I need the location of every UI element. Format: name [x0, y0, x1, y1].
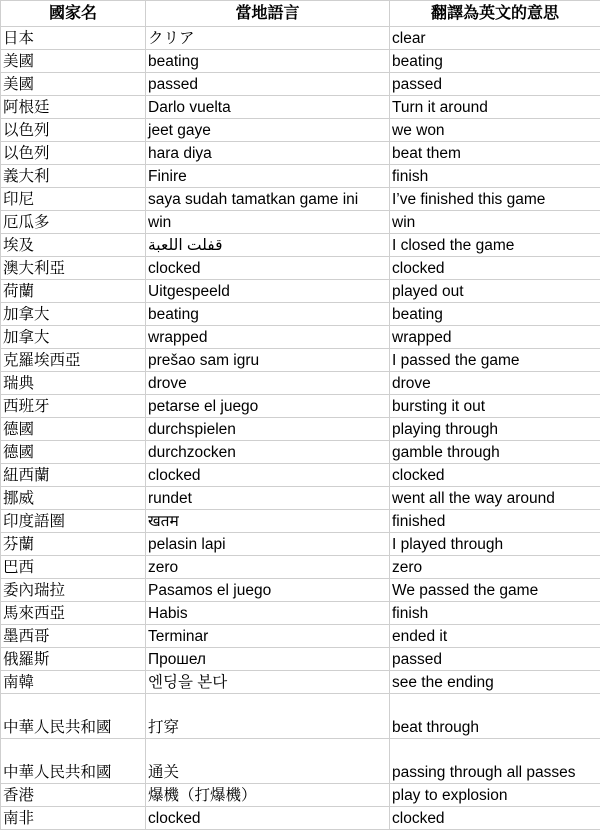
local-term-cell: खतम: [146, 510, 390, 533]
local-term-cell: clocked: [146, 807, 390, 830]
table-row: [1, 625, 600, 648]
country-cell: 香港: [1, 784, 146, 807]
country-cell: 挪威: [1, 487, 146, 510]
table-row: [1, 694, 600, 739]
country-cell: 以色列: [1, 119, 146, 142]
country-cell: 荷蘭: [1, 280, 146, 303]
local-term-cell: durchzocken: [146, 441, 390, 464]
header-row: [1, 1, 600, 27]
header-local-language: 當地語言: [146, 1, 390, 27]
table-row: [1, 234, 600, 257]
english-meaning-cell: we won: [390, 119, 600, 142]
local-term-cell: Прошел: [146, 648, 390, 671]
english-meaning-cell: I closed the game: [390, 234, 600, 257]
table-row: [1, 27, 600, 50]
english-meaning-cell: clear: [390, 27, 600, 50]
local-term-cell: rundet: [146, 487, 390, 510]
english-meaning-cell: I passed the game: [390, 349, 600, 372]
local-term-cell: clocked: [146, 464, 390, 487]
country-cell: 阿根廷: [1, 96, 146, 119]
header-country: 國家名: [1, 1, 146, 27]
local-term-cell: 打穿: [146, 694, 390, 739]
header-english-meaning: 翻譯為英文的意思: [390, 1, 600, 27]
local-term-cell: 爆機（打爆機）: [146, 784, 390, 807]
table-row: [1, 556, 600, 579]
local-term-cell: prešao sam igru: [146, 349, 390, 372]
local-term-cell: Pasamos el juego: [146, 579, 390, 602]
table-row: [1, 211, 600, 234]
english-meaning-cell: finish: [390, 602, 600, 625]
english-meaning-cell: wrapped: [390, 326, 600, 349]
english-meaning-cell: playing through: [390, 418, 600, 441]
english-meaning-cell: beat through: [390, 694, 600, 739]
table-row: [1, 142, 600, 165]
local-term-cell: beating: [146, 303, 390, 326]
country-cell: 俄羅斯: [1, 648, 146, 671]
table-row: [1, 303, 600, 326]
table-row: [1, 441, 600, 464]
table-row: [1, 50, 600, 73]
country-cell: 美國: [1, 50, 146, 73]
english-meaning-cell: clocked: [390, 257, 600, 280]
english-meaning-cell: drove: [390, 372, 600, 395]
country-cell: 以色列: [1, 142, 146, 165]
local-term-cell: drove: [146, 372, 390, 395]
local-term-cell: hara diya: [146, 142, 390, 165]
english-meaning-cell: passed: [390, 648, 600, 671]
table-row: [1, 510, 600, 533]
local-term-cell: Terminar: [146, 625, 390, 648]
country-cell: 印尼: [1, 188, 146, 211]
table-row: [1, 487, 600, 510]
local-term-cell: قفلت اللعبة: [146, 234, 390, 257]
local-term-cell: クリア: [146, 27, 390, 50]
local-term-cell: Finire: [146, 165, 390, 188]
english-meaning-cell: gamble through: [390, 441, 600, 464]
english-meaning-cell: passing through all passes: [390, 739, 600, 784]
table-row: [1, 602, 600, 625]
local-term-cell: clocked: [146, 257, 390, 280]
english-meaning-cell: see the ending: [390, 671, 600, 694]
english-meaning-cell: played out: [390, 280, 600, 303]
table-row: [1, 372, 600, 395]
table-row: [1, 188, 600, 211]
country-cell: 委內瑞拉: [1, 579, 146, 602]
table-row: [1, 395, 600, 418]
local-term-cell: 通关: [146, 739, 390, 784]
local-term-cell: pelasin lapi: [146, 533, 390, 556]
country-cell: 美國: [1, 73, 146, 96]
local-term-cell: 엔딩을 본다: [146, 671, 390, 694]
english-meaning-cell: finished: [390, 510, 600, 533]
country-cell: 墨西哥: [1, 625, 146, 648]
country-cell: 芬蘭: [1, 533, 146, 556]
country-cell: 加拿大: [1, 326, 146, 349]
country-cell: 南韓: [1, 671, 146, 694]
table-row: [1, 73, 600, 96]
table-row: [1, 807, 600, 830]
table-row: [1, 533, 600, 556]
country-cell: 克羅埃西亞: [1, 349, 146, 372]
country-cell: 中華人民共和國: [1, 739, 146, 784]
country-cell: 德國: [1, 418, 146, 441]
english-meaning-cell: I’ve finished this game: [390, 188, 600, 211]
english-meaning-cell: play to explosion: [390, 784, 600, 807]
local-term-cell: Darlo vuelta: [146, 96, 390, 119]
english-meaning-cell: Turn it around: [390, 96, 600, 119]
country-cell: 印度語圈: [1, 510, 146, 533]
local-term-cell: beating: [146, 50, 390, 73]
english-meaning-cell: bursting it out: [390, 395, 600, 418]
english-meaning-cell: beating: [390, 303, 600, 326]
english-meaning-cell: I played through: [390, 533, 600, 556]
table-row: [1, 96, 600, 119]
table-row: [1, 326, 600, 349]
english-meaning-cell: clocked: [390, 807, 600, 830]
table-row: [1, 165, 600, 188]
country-cell: 日本: [1, 27, 146, 50]
table-row: [1, 648, 600, 671]
country-cell: 巴西: [1, 556, 146, 579]
country-cell: 澳大利亞: [1, 257, 146, 280]
country-cell: 紐西蘭: [1, 464, 146, 487]
table-row: [1, 280, 600, 303]
table-row: [1, 739, 600, 784]
table-row: [1, 579, 600, 602]
local-term-cell: wrapped: [146, 326, 390, 349]
english-meaning-cell: went all the way around: [390, 487, 600, 510]
english-meaning-cell: clocked: [390, 464, 600, 487]
table-row: [1, 784, 600, 807]
english-meaning-cell: finish: [390, 165, 600, 188]
local-term-cell: zero: [146, 556, 390, 579]
table-row: [1, 257, 600, 280]
local-term-cell: passed: [146, 73, 390, 96]
country-cell: 加拿大: [1, 303, 146, 326]
country-cell: 西班牙: [1, 395, 146, 418]
english-meaning-cell: beating: [390, 50, 600, 73]
local-term-cell: jeet gaye: [146, 119, 390, 142]
english-meaning-cell: beat them: [390, 142, 600, 165]
local-term-cell: saya sudah tamatkan game ini: [146, 188, 390, 211]
table-row: [1, 119, 600, 142]
local-term-cell: petarse el juego: [146, 395, 390, 418]
local-term-cell: Uitgespeeld: [146, 280, 390, 303]
country-cell: 義大利: [1, 165, 146, 188]
table-row: [1, 349, 600, 372]
country-cell: 馬來西亞: [1, 602, 146, 625]
table-row: [1, 671, 600, 694]
table-row: [1, 418, 600, 441]
table-row: [1, 464, 600, 487]
english-meaning-cell: ended it: [390, 625, 600, 648]
country-cell: 厄瓜多: [1, 211, 146, 234]
english-meaning-cell: win: [390, 211, 600, 234]
local-term-cell: durchspielen: [146, 418, 390, 441]
english-meaning-cell: passed: [390, 73, 600, 96]
local-term-cell: Habis: [146, 602, 390, 625]
country-cell: 瑞典: [1, 372, 146, 395]
country-cell: 德國: [1, 441, 146, 464]
local-term-cell: win: [146, 211, 390, 234]
country-cell: 中華人民共和國: [1, 694, 146, 739]
english-meaning-cell: zero: [390, 556, 600, 579]
country-cell: 埃及: [1, 234, 146, 257]
country-cell: 南非: [1, 807, 146, 830]
english-meaning-cell: We passed the game: [390, 579, 600, 602]
